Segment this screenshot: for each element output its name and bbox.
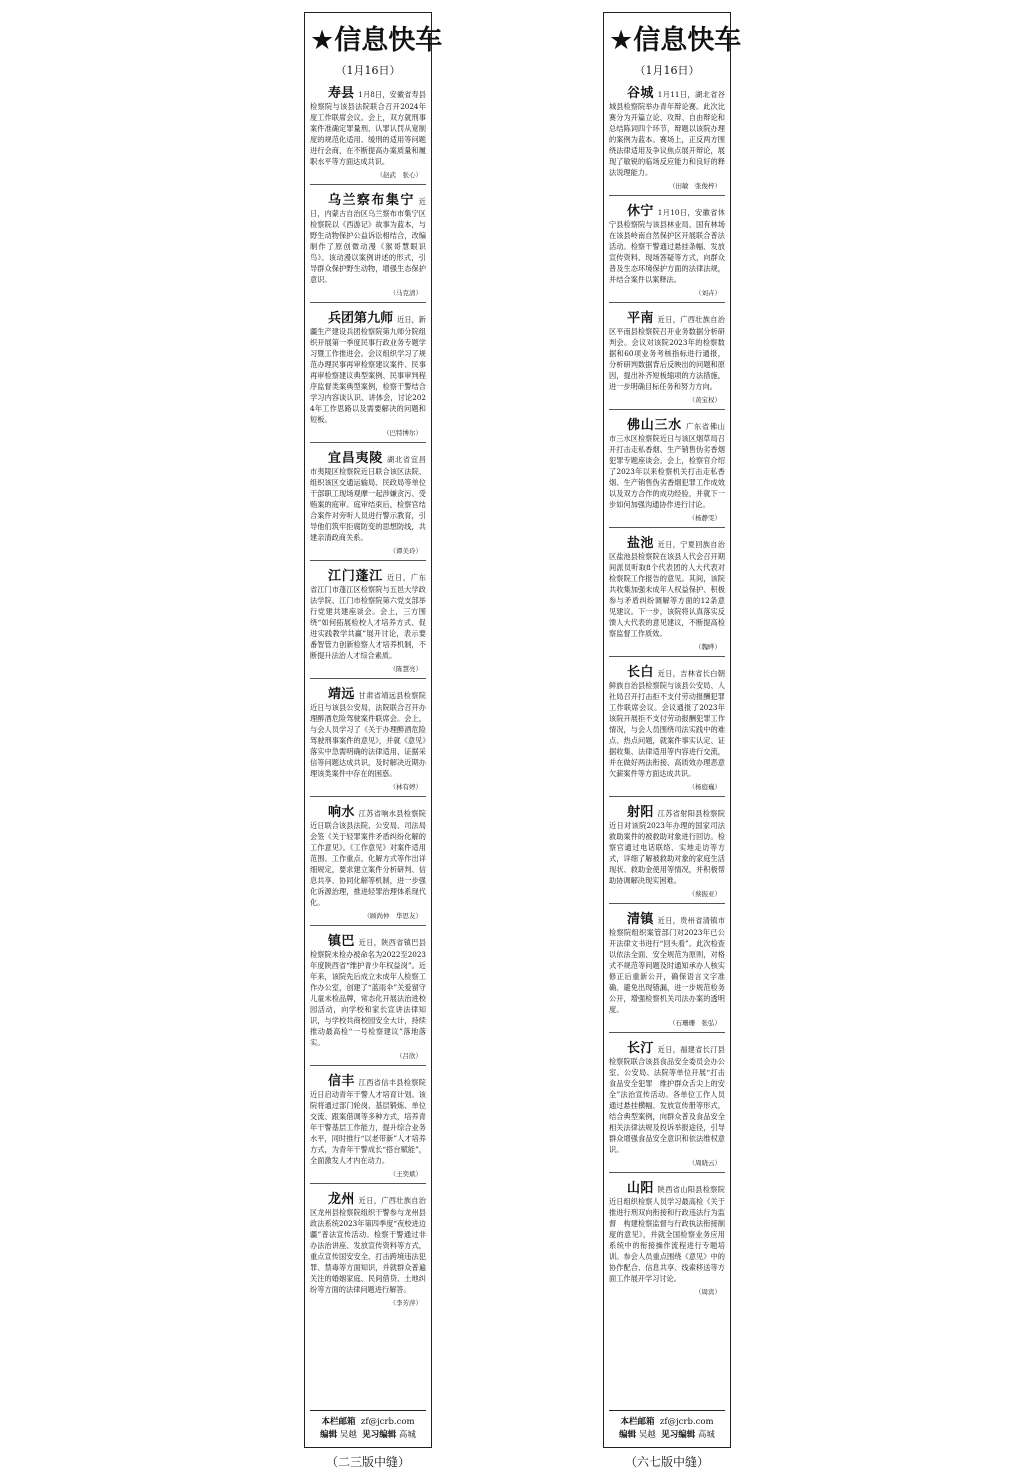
news-item-place: 山阳 bbox=[627, 1181, 654, 1196]
news-item-body bbox=[310, 194, 426, 285]
news-item-place: 长汀 bbox=[627, 1041, 654, 1056]
item-divider bbox=[609, 195, 725, 196]
news-item-text: 近日，陕西省镇巴县检察院未检办被命名为2022至2023年度陕西省“维护青少年权益岗”。近年来，该院先后成立未成年人检察工作办公室，创建了“蓝雨伞”关爱留守儿童未检品牌，常态化开展法治进校园活动，向学校和家长宣讲法律知识，与学校共商校园安全大计，持续推动最高检“一号检察建议”落地落实。 bbox=[310, 938, 426, 1047]
news-item-byline: （陈慧亮） bbox=[389, 665, 422, 673]
news-item-byline: （田敏 张俊梓） bbox=[669, 182, 721, 190]
news-item-text: 江西省信丰县检察院近日启动青年干警人才培育计划。该院将通过部门轮岗、基层锻炼、单位交流、跟案借调等多种方式，培养青年干警基层工作能力，提升综合业务水平，同时推行“以老带新”人才培养方式，为青年干警成长“搭台赋能”，全面激发人才内在动力。 bbox=[310, 1078, 426, 1165]
item-divider bbox=[310, 184, 426, 185]
mailbox-email: zf@jcrb.com bbox=[360, 1417, 415, 1427]
news-item-byline: （蔡振亚） bbox=[688, 890, 721, 898]
news-item-body bbox=[609, 87, 725, 178]
item-divider bbox=[609, 796, 725, 797]
news-item-place: 响水 bbox=[328, 805, 355, 820]
news-item-byline: （赵武 张心） bbox=[376, 171, 422, 179]
news-item bbox=[609, 913, 725, 1033]
column-date: （1月16日） bbox=[335, 64, 401, 77]
item-divider bbox=[609, 903, 725, 904]
news-item bbox=[310, 1075, 426, 1184]
news-item-text: 1月8日，安徽省寿县检察院与该县法院联合召开2024年度工作联席会议。会上，双方就刑事案件准确定罪量刑、认罪认罚从宽制度的规范化适用、缓刑的适用等问题进行会商，在不断提高办案质量和履职水平等方面达成共识。 bbox=[310, 90, 426, 166]
news-column-right bbox=[603, 12, 742, 1448]
news-item bbox=[310, 688, 426, 797]
item-divider bbox=[310, 302, 426, 303]
item-divider bbox=[609, 409, 725, 410]
editor-label: 编辑 bbox=[619, 1430, 637, 1440]
mailbox-label: 本栏邮箱 bbox=[620, 1417, 655, 1427]
news-item-text: 1月10日，安徽省休宁县检察院与该县林业局、国有林场在该县岭南自然保护区开展联合普法活动。检察干警通过悬挂条幅、发放宣传资料、现场答疑等方式，向群众普及生态环境保护方面的法律法规，并结合案件以案释法。 bbox=[609, 208, 725, 284]
news-item-place: 兵团第九师 bbox=[328, 311, 394, 326]
news-item bbox=[609, 205, 725, 303]
news-item-body bbox=[310, 87, 426, 167]
news-item-text: 近日，广西壮族自治区平南县检察院召开业务数据分析研判会。会议对该院2023年的检察数据和60项业务考核指标进行通报，分析研判数据背后反映出的问题和原因，提出补齐短板缩项的方法措施，进一步明确目标任务和努力方向。 bbox=[609, 315, 725, 391]
column-caption: （六七版中缝） bbox=[624, 1455, 709, 1469]
column-footer bbox=[310, 1410, 426, 1442]
news-item-place: 清镇 bbox=[627, 912, 654, 927]
mailbox-email: zf@jcrb.com bbox=[659, 1417, 714, 1427]
news-item-text: 江苏省射阳县检察院近日对该院2023年办理的国家司法救助案件的被救助对象进行回访。检察官通过电话联络、实地走访等方式，详细了解被救助对象的家庭生活现状、救助金使用等情况，并积极帮助协调解决现实困难。 bbox=[609, 809, 725, 885]
item-divider bbox=[310, 560, 426, 561]
editor-name: 吴越 bbox=[339, 1430, 357, 1440]
news-item-place: 信丰 bbox=[328, 1074, 355, 1089]
news-item bbox=[310, 194, 426, 303]
item-divider bbox=[310, 1183, 426, 1184]
news-item-text: 陕西省山阳县检察院近日组织检察人员学习最高检《关于推进行刑双向衔接和行政违法行为监督 构建检察监督与行政执法衔接制度的意见》，并就全国检察业务应用系统中的衔接操作流程进行专题培训。参会人员重点围绕《意见》中的协作配合、信息共享、线索移送等方面工作展开学习讨论。 bbox=[609, 1185, 725, 1283]
news-item-byline: （巴特博尔） bbox=[383, 429, 422, 437]
news-item bbox=[609, 806, 725, 904]
news-item bbox=[310, 1193, 426, 1308]
news-item-body bbox=[310, 452, 426, 543]
news-item bbox=[310, 806, 426, 926]
item-divider bbox=[609, 527, 725, 528]
column-title: ★信息快车 bbox=[310, 25, 443, 56]
item-divider bbox=[609, 1032, 725, 1033]
news-item-text: 近日，吉林省长白朝鲜族自治县检察院与该县公安局、人社局召开打击拒不支付劳动报酬犯罪工作联席会议。会议通报了2023年该院开展拒不支付劳动报酬犯罪工作情况，与会人员围绕司法实践中的难点、热点问题，就案件事实认定、证据收集、法律适用等内容进行交流，并在做好两法衔接、高质效办理恶意欠薪案件等方面达成共识。 bbox=[609, 669, 725, 778]
news-item-body bbox=[609, 312, 725, 392]
news-item-place: 寿县 bbox=[328, 86, 355, 101]
news-list bbox=[310, 87, 426, 1308]
masthead bbox=[310, 23, 443, 78]
news-item-byline: （马克清） bbox=[389, 289, 422, 297]
news-item-body bbox=[310, 1193, 426, 1295]
news-item-byline: （李芳萍） bbox=[389, 1299, 422, 1307]
news-item-place: 平南 bbox=[627, 311, 654, 326]
news-item-text: 近日，广西壮族自治区龙州县检察院组织干警参与龙州县政法系统2023年第四季度“夜校进边疆”普法宣传活动。检察干警通过非办法治讲座、发放宣传资料等方式，重点宣传国安安全、打击跨境违法犯罪、禁毒等方面知识，并就群众普遍关注的婚姻家庭、民间借贷、土地纠纷等方面的法律问题进行解答。 bbox=[310, 1196, 426, 1294]
news-item bbox=[310, 312, 426, 443]
news-item-byline: （周晓云） bbox=[688, 1159, 721, 1167]
news-item-body bbox=[310, 312, 426, 425]
news-item bbox=[609, 1182, 725, 1297]
news-item-byline: （吕欣） bbox=[396, 1052, 422, 1060]
item-divider bbox=[310, 442, 426, 443]
news-item-body bbox=[609, 806, 725, 886]
news-item-byline: （刘卉） bbox=[695, 289, 721, 297]
news-item-place: 江门蓬江 bbox=[328, 569, 384, 584]
news-item-body bbox=[609, 1182, 725, 1284]
news-item-text: 近日，贵州省清镇市检察院组织案管部门对2023年已公开法律文书进行“回头看”。此次检查以依法全面、安全规范为原则，对格式不规范等问题及时通知承办人核实修正后重新公开，确保语言文字准确、避免出现错漏，进一步规范检务公开，增强检察机关司法办案的透明度。 bbox=[609, 916, 725, 1014]
news-item-body bbox=[609, 419, 725, 510]
column-caption: （二三版中缝） bbox=[325, 1455, 410, 1469]
news-item-place: 佛山三水 bbox=[627, 418, 683, 433]
news-item-place: 休宁 bbox=[627, 204, 654, 219]
intern-name: 高城 bbox=[398, 1430, 416, 1440]
news-item-byline: （杨静雯） bbox=[688, 514, 721, 522]
news-item-text: 近日，广东省江门市蓬江区检察院与五邑大学政法学院、江门市检察院第六党支部举行党建共建座谈会。会上，三方围绕“如何拓展检校人才培养方式、促进实践教学共赢”展开讨论，表示要番智管力创新检察人才培养机制，不断提升法治人才综合素质。 bbox=[310, 573, 426, 660]
news-item-text: 湖北省宜昌市夷陵区检察院近日联合该区法院、组织该区交通运输局、民政局等单位干部职工现场观摩一起涉嫌贪污、受贿案的庭审。庭审结束后，检察官结合案件对旁听人员进行警示教育，引导他们筑牢拒腐防变的思想防线，共建亲清政商关系。 bbox=[310, 455, 426, 542]
news-item bbox=[609, 666, 725, 797]
news-item-text: 近日，福建省长汀县检察院联合该县食品安全委员会办公室、公安局、法院等单位开展“打击食品安全犯罪 维护群众舌尖上的安全”法治宣传活动。各单位工作人员通过悬挂横幅、发放宣传册等形式，结合典型案例，向群众普及食品安全相关法律法规及投诉举报途径，引导群众增强食品安全意识和依法维权意识。 bbox=[609, 1045, 725, 1154]
editor-label: 编辑 bbox=[320, 1430, 338, 1440]
mailbox-label: 本栏邮箱 bbox=[321, 1417, 356, 1427]
news-item-text: 近日，宁夏回族自治区盐池县检察院在该县人代会召开期间派员听取8个代表团的人大代表对检察院工作报告的意见。其间，该院共收集加强未成年人权益保护、积极参与矛盾纠纷调解等方面的12条意见建议。下一步，该院将认真落实反馈人大代表的意见建议，不断提高检察监督工作质效。 bbox=[609, 540, 725, 638]
news-item-place: 乌兰察布集宁 bbox=[328, 193, 415, 208]
column-footer bbox=[609, 1410, 725, 1442]
news-item-place: 镇巴 bbox=[328, 934, 355, 949]
news-item-body bbox=[609, 913, 725, 1015]
news-item-byline: （谭美玲） bbox=[389, 547, 422, 555]
news-item bbox=[609, 87, 725, 196]
news-item-body bbox=[609, 1042, 725, 1155]
news-item-text: 广东省佛山市三水区检察院近日与该区烟草局召开打击走私香烟、生产销售伪劣香烟犯罪专题座谈会。会上，检察官介绍了2023年以来检察机关打击走私香烟、生产销售伪劣香烟犯罪工作成效以及双方合作的成功经验，并就下一步如何加强沟通协作进行讨论。 bbox=[609, 422, 725, 509]
item-divider bbox=[310, 925, 426, 926]
intern-name: 高城 bbox=[697, 1430, 715, 1440]
news-item-text: 甘肃省靖远县检察院近日与该县公安局、法院联合召开办理醉酒危险驾驶案件联席会。会上，与会人员学习了《关于办理醉酒危险驾驶刑事案件的意见》，并就《意见》落实中急需明确的法律适用、证据采信等问题达成共识，及时解决近期办理该类案件中存在的困惑。 bbox=[310, 691, 426, 778]
news-item-body bbox=[609, 666, 725, 779]
column-date: （1月16日） bbox=[634, 64, 700, 77]
news-item-byline: （王奕斌） bbox=[389, 1170, 422, 1178]
news-item bbox=[609, 537, 725, 657]
news-item-byline: （顾尚仲 华思友） bbox=[363, 912, 422, 920]
news-item-place: 射阳 bbox=[627, 805, 654, 820]
news-item-byline: （黄宝权） bbox=[688, 396, 721, 404]
news-item-body bbox=[609, 205, 725, 285]
news-item-body bbox=[609, 537, 725, 639]
news-item-place: 长白 bbox=[627, 665, 654, 680]
news-item-place: 宜昌夷陵 bbox=[328, 451, 384, 466]
intern-label: 见习编辑 bbox=[661, 1430, 696, 1440]
item-divider bbox=[609, 656, 725, 657]
news-item-text: 近日，内蒙古自治区乌兰察布市集宁区检察院以《西游记》故事为蓝本，与野生动物保护公益诉讼相结合，改编制作了原创微动漫《猴哥慧眼识鸟》。该动漫以案例讲述的形式，引导群众保护野生动物，增强生态保护意识。 bbox=[310, 197, 426, 284]
news-item-body bbox=[310, 570, 426, 661]
editor-name: 吴越 bbox=[638, 1430, 656, 1440]
news-list bbox=[609, 87, 725, 1297]
news-column-left bbox=[304, 12, 443, 1448]
news-item-place: 盐池 bbox=[627, 536, 654, 551]
news-item-place: 靖远 bbox=[328, 687, 355, 702]
news-item bbox=[609, 312, 725, 410]
news-item-body bbox=[310, 688, 426, 779]
news-item-text: 近日，新疆生产建设兵团检察院第九师分院组织开展第一季度民事行政业务专题学习暨工作推进会。会议组织学习了规范办理民事再审检察建议案件、民事再审检察建议典型案例、民事审判程序监督类案典型案例，检察干警结合学习内容谈认识、讲体会，讨论2024年工作思路以及需要解决的问题和短板。 bbox=[310, 315, 426, 424]
column-title: ★信息快车 bbox=[609, 25, 742, 56]
news-item-text: 1月11日，湖北省谷城县检察院举办青年辩论赛。此次比赛分为开篇立论、攻辩、自由辩论和总结陈词四个环节，辩题以该院办理的案例为蓝本。赛场上，正反两方围绕法律适用及争议焦点展开辩论，展现了敏锐的临场反应能力和良好的释法说理能力。 bbox=[609, 90, 725, 177]
item-divider bbox=[609, 302, 725, 303]
news-item-body bbox=[310, 806, 426, 908]
item-divider bbox=[609, 1172, 725, 1173]
news-item bbox=[310, 570, 426, 679]
news-item-place: 龙州 bbox=[328, 1192, 355, 1207]
news-item bbox=[310, 935, 426, 1066]
news-item-byline: （周宾） bbox=[695, 1288, 721, 1296]
news-item bbox=[310, 452, 426, 561]
news-item-byline: （石珊珊 张弘） bbox=[669, 1019, 721, 1027]
item-divider bbox=[310, 678, 426, 679]
masthead bbox=[609, 23, 742, 78]
news-item-text: 江苏省响水县检察院近日联合该县法院、公安局、司法局会签《关于轻罪案件矛盾纠纷化解的工作意见》。《工作意见》对案件适用范围、工作重点、化解方式等作出详细规定，要求建立案件分析研判、信息共享、协同化解等机制，进一步强化诉源治理，推进轻罪治理体系现代化。 bbox=[310, 809, 426, 907]
item-divider bbox=[310, 796, 426, 797]
news-item bbox=[310, 87, 426, 185]
news-item-body bbox=[310, 1075, 426, 1166]
news-item-byline: （林有婷） bbox=[389, 783, 422, 791]
news-item-byline: （魏晔） bbox=[695, 643, 721, 651]
intern-label: 见习编辑 bbox=[362, 1430, 397, 1440]
news-item bbox=[609, 1042, 725, 1173]
item-divider bbox=[310, 1065, 426, 1066]
news-item-place: 谷城 bbox=[627, 86, 654, 101]
news-item-body bbox=[310, 935, 426, 1048]
news-item bbox=[609, 419, 725, 528]
news-item-byline: （杨庭巍） bbox=[688, 783, 721, 791]
